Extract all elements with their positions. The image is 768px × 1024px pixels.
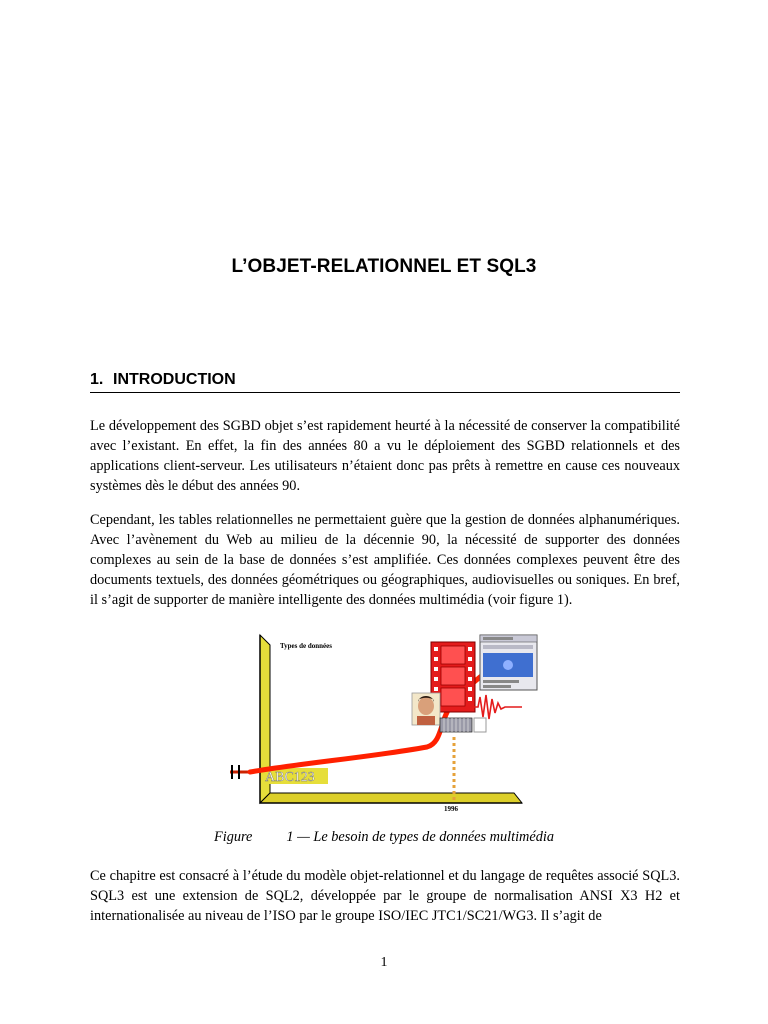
x-axis-label: 1996: [444, 805, 458, 813]
figure-caption: [0, 829, 768, 846]
x-axis-bar: [260, 793, 522, 803]
document-title: L’OBJET-RELATIONNEL ET SQL3: [231, 256, 537, 277]
figure-multimedia-types: [222, 625, 542, 820]
figure-caption-text: 1 — Le besoin de types de données multimédia: [286, 829, 554, 845]
geometry-grid-icon: [440, 718, 486, 732]
figure-caption-word: Figure: [213, 829, 253, 845]
section-number: 1.: [90, 371, 104, 388]
portrait-photo-icon: [412, 693, 440, 725]
y-axis-label: Types de données: [280, 642, 332, 650]
paragraph-intro: Le développement des SGBD objet s’est rapidement heurté à la nécessité de conserver la compatibilité avec l’existant. En effet, la fin des années 80 a vu le déploiement des SGBD relationnels et des applications client-serveur. Les utilisateurs n’étaient donc pas prêts à remettre en cause ces nouveaux systèmes dès le début des années 90.: [90, 418, 680, 494]
figure-illustration: [222, 625, 542, 820]
section-heading: [90, 371, 680, 393]
page-number: 1: [380, 955, 388, 970]
paragraph-chapter: Ce chapitre est consacré à l’étude du modèle objet-relationnel et du langage de requêtes associé SQL3. SQL3 est une extension de SQL2, développée par le groupe de normalisation ANSI X3 H2 et internationalisée au niveau de l’ISO par le groupe ISO/IEC JTC1/SC21/WG3. Il s’agit de: [90, 868, 680, 924]
paragraph-multimedia: Cependant, les tables relationnelles ne permettaient guère que la gestion de données alphanumériques. Avec l’avènement du Web au milieu de la décennie 90, la nécessité de supporter des données complexes au sein de la base de données s’est amplifiée. Ces données complexes peuvent être des documents textuels, des données géométriques ou géographiques, audiovisuelles ou soniques. En bref, il s’agit de supporter de manière intelligente des données multimédia (voir figure 1).: [90, 512, 680, 608]
browser-window-icon: [480, 635, 537, 690]
abc-label: ABC123: [265, 770, 315, 785]
sound-wave-icon: [474, 695, 522, 719]
section-title: INTRODUCTION: [113, 371, 236, 388]
